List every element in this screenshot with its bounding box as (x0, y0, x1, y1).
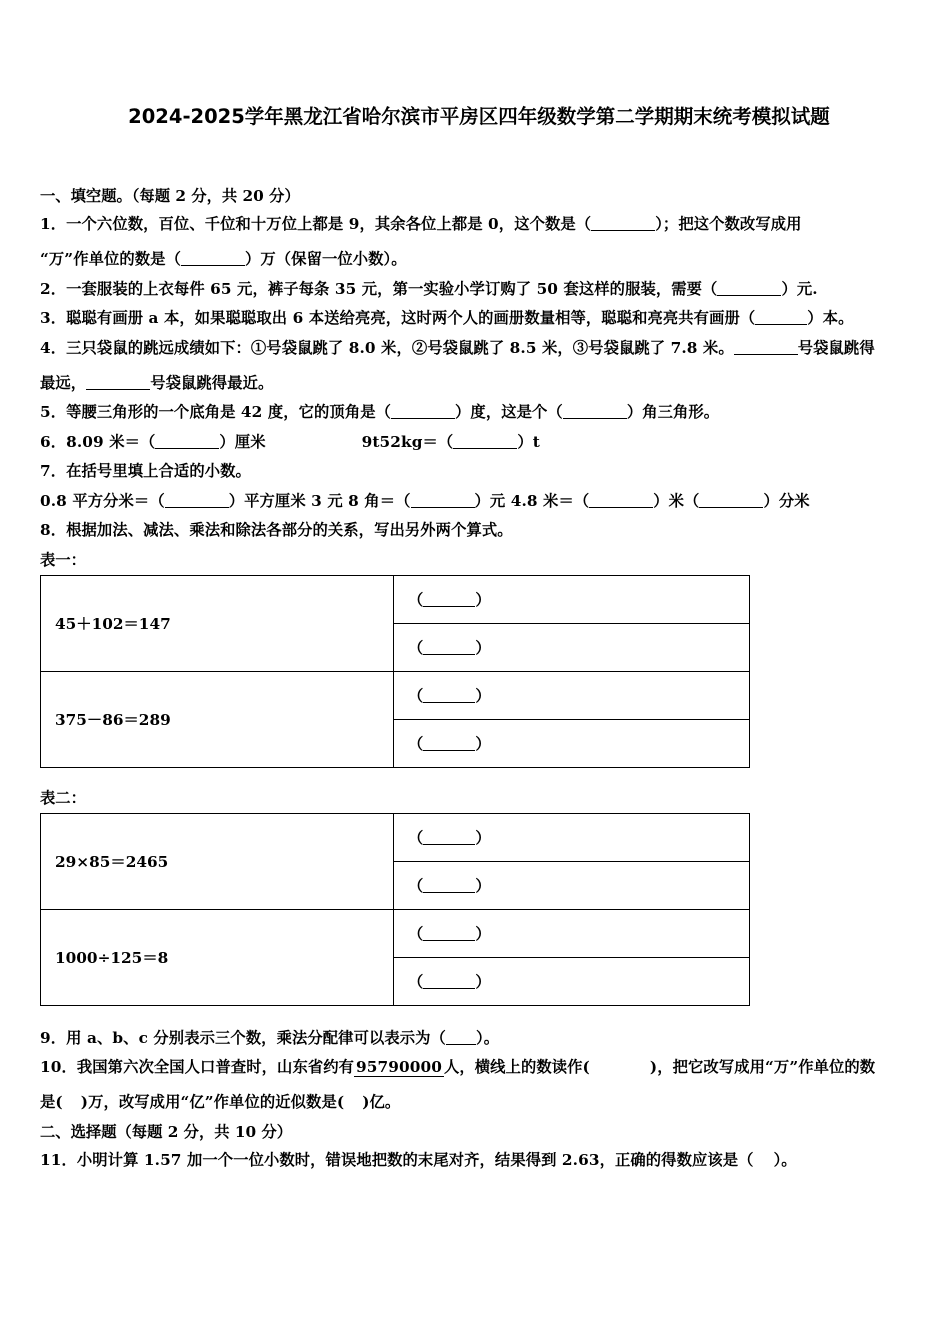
spacer (40, 768, 914, 790)
question-10-text-a: 10．我国第六次全国人口普查时，山东省约有 (40, 1058, 355, 1076)
answer-blank[interactable] (391, 418, 455, 419)
question-3 (40, 310, 914, 327)
table1-expression-1: 45＋102＝147 (41, 575, 394, 671)
table1-answer-cell[interactable] (394, 575, 750, 623)
question-7-text-a: 0.8 平方分米＝（ (40, 491, 165, 510)
paren-close: ） (475, 591, 491, 609)
table1-answer-cell[interactable] (394, 719, 750, 767)
table-two-label: 表二： (40, 788, 86, 807)
question-1-text-a: 1．一个六位数，百位、千位和十万位上都是 9，其余各位上都是 0，这个数是（ (40, 215, 592, 233)
section-heading-multiple-choice: 二、选择题（每题 2 分，共 10 分） (40, 1122, 293, 1141)
question-10-text-b: 人，横线上的数读作( (443, 1058, 590, 1076)
question-11-text-b: ）。 (773, 1150, 797, 1169)
table1-answer-cell[interactable] (394, 623, 750, 671)
answer-blank[interactable] (423, 654, 475, 655)
question-3-text-a: 3．聪聪有画册 a 本，如果聪聪取出 6 本送给亮亮，这时两个人的画册数量相等，聪聪和亮亮共有画册（ (40, 309, 756, 327)
table-row (41, 909, 750, 957)
question-6-text-b: ）厘米 (219, 432, 266, 451)
answer-blank[interactable] (423, 988, 475, 989)
question-10-text-e: )万，改写成用“亿”作单位的近似数是( (80, 1093, 345, 1111)
table1-expression-2: 375－86＝289 (41, 671, 394, 767)
spacer (40, 1006, 914, 1030)
paren-close: ） (475, 829, 491, 847)
answer-blank-group[interactable] (408, 639, 491, 657)
answer-blank[interactable] (423, 702, 475, 703)
table2-expression-2: 1000÷125＝8 (41, 909, 394, 1005)
answer-blank[interactable] (734, 354, 798, 355)
table2-answer-cell[interactable] (394, 957, 750, 1005)
question-10 (40, 1059, 914, 1111)
question-6 (40, 434, 914, 451)
paren-open: （ (408, 639, 424, 657)
answer-blank[interactable] (181, 265, 245, 266)
table-row (41, 575, 750, 623)
answer-blank-group[interactable] (408, 829, 491, 847)
question-10-text-c: )，把它改写成用“万”作单位的数 (649, 1058, 876, 1076)
question-2 (40, 281, 914, 298)
question-11-text-a: 11．小明计算 1.57 加一个一位小数时，错误地把数的末尾对齐，结果得到 2.63，正确的得数应该是（ (40, 1150, 754, 1169)
exam-body (40, 188, 914, 1169)
question-4-text-b: 号袋鼠跳得 (797, 338, 875, 357)
question-5-text-a: 5．等腰三角形的一个底角是 42 度，它的顶角是（ (40, 403, 392, 421)
question-7-text-d: ）米（ (653, 491, 700, 510)
table-one-label: 表一： (40, 550, 86, 569)
table2-expression-1: 29×85＝2465 (41, 813, 394, 909)
question-6-text-c: 9t52kg＝（ (361, 432, 454, 451)
paren-open: （ (408, 877, 424, 895)
answer-blank[interactable] (717, 295, 781, 296)
answer-blank-group[interactable] (408, 687, 491, 705)
section-heading-fill-in: 一、填空题。（每题 2 分，共 20 分） (40, 187, 300, 205)
answer-blank[interactable] (423, 606, 475, 607)
question-1 (40, 216, 914, 268)
question-7-text-e: ）分米 (763, 491, 810, 510)
question-7-text-b: ）平方厘米 3 元 8 角＝（ (228, 491, 411, 510)
question-4-text-a: 4．三只袋鼠的跳远成绩如下：①号袋鼠跳了 8.0 米，②号袋鼠跳了 8.5 米，③号袋鼠跳了 7.8 米。 (40, 338, 734, 357)
answer-blank[interactable] (411, 507, 475, 508)
paren-close: ） (475, 735, 491, 753)
table2-answer-cell[interactable] (394, 861, 750, 909)
relation-table-one (40, 575, 750, 768)
answer-blank[interactable] (589, 507, 653, 508)
answer-blank-group[interactable] (408, 591, 491, 609)
answer-blank-group[interactable] (408, 877, 491, 895)
question-9 (40, 1030, 914, 1047)
question-4-text-c: 最远， (40, 373, 87, 392)
question-6-text-a: 6．8.09 米＝（ (40, 432, 156, 451)
question-7-heading (40, 463, 914, 480)
answer-blank[interactable] (86, 389, 150, 390)
paren-open: （ (408, 591, 424, 609)
answer-blank[interactable] (155, 448, 219, 449)
question-11 (40, 1152, 914, 1169)
question-5-text-c: ）角三角形。 (626, 403, 720, 421)
page-title: 2024-2025学年黑龙江省哈尔滨市平房区四年级数学第二学期期末统考模拟试题 (128, 105, 830, 128)
underlined-number: 95790000 (356, 1058, 442, 1076)
question-3-text-b: ）本。 (807, 309, 854, 327)
answer-blank[interactable] (591, 230, 655, 231)
paren-close: ） (475, 973, 491, 991)
question-10-text-d: 是( (40, 1093, 63, 1111)
question-4-text-d: 号袋鼠跳得最近。 (150, 373, 274, 392)
question-9-text-a: 9．用 a、b、c 分别表示三个数，乘法分配律可以表示为（ (40, 1028, 446, 1047)
answer-blank[interactable] (453, 448, 517, 449)
answer-blank[interactable] (446, 1044, 476, 1045)
question-2-text-a: 2．一套服装的上衣每件 65 元，裤子每条 35 元，第一实验小学订购了 50 套这样的服装，需要（ (40, 279, 718, 298)
paren-close: ） (475, 687, 491, 705)
answer-blank[interactable] (563, 418, 627, 419)
question-6-text-d: ）t (517, 432, 540, 451)
paren-open: （ (408, 735, 424, 753)
answer-blank[interactable] (423, 750, 475, 751)
table2-answer-cell[interactable] (394, 909, 750, 957)
table2-answer-cell[interactable] (394, 813, 750, 861)
answer-blank[interactable] (423, 940, 475, 941)
question-2-text-b: ）元. (781, 279, 818, 298)
answer-blank-group[interactable] (408, 925, 491, 943)
question-4 (40, 340, 914, 392)
answer-blank[interactable] (423, 892, 475, 893)
question-7-text-c: ）元 4.8 米＝（ (474, 491, 590, 510)
paren-close: ） (475, 925, 491, 943)
question-1-text-b: ）；把这个数改写成用 (655, 215, 802, 233)
paren-open: （ (408, 973, 424, 991)
paren-close: ） (475, 877, 491, 895)
answer-blank[interactable] (423, 844, 475, 845)
answer-blank-group[interactable] (408, 735, 491, 753)
question-1-text-d: ）万（保留一位小数）。 (244, 250, 407, 268)
question-7-head-text: 7．在括号里填上合适的小数。 (40, 462, 251, 480)
answer-blank[interactable] (755, 324, 807, 325)
table-row (41, 813, 750, 861)
relation-table-two (40, 813, 750, 1006)
question-5 (40, 404, 914, 421)
table-row (41, 671, 750, 719)
paren-open: （ (408, 829, 424, 847)
question-5-text-b: ）度，这是个（ (455, 403, 563, 421)
question-8-head-text: 8．根据加法、减法、乘法和除法各部分的关系，写出另外两个算式。 (40, 521, 513, 539)
paren-close: ） (475, 639, 491, 657)
question-8-heading (40, 522, 914, 539)
paren-open: （ (408, 687, 424, 705)
table1-answer-cell[interactable] (394, 671, 750, 719)
answer-blank[interactable] (699, 507, 763, 508)
answer-blank-group[interactable] (408, 973, 491, 991)
paren-open: （ (408, 925, 424, 943)
answer-blank[interactable] (165, 507, 229, 508)
question-10-text-f: )亿。 (362, 1093, 401, 1111)
question-9-text-b: ）。 (475, 1028, 500, 1047)
question-1-text-c: “万”作单位的数是（ (40, 250, 181, 268)
question-7-body (40, 493, 914, 510)
